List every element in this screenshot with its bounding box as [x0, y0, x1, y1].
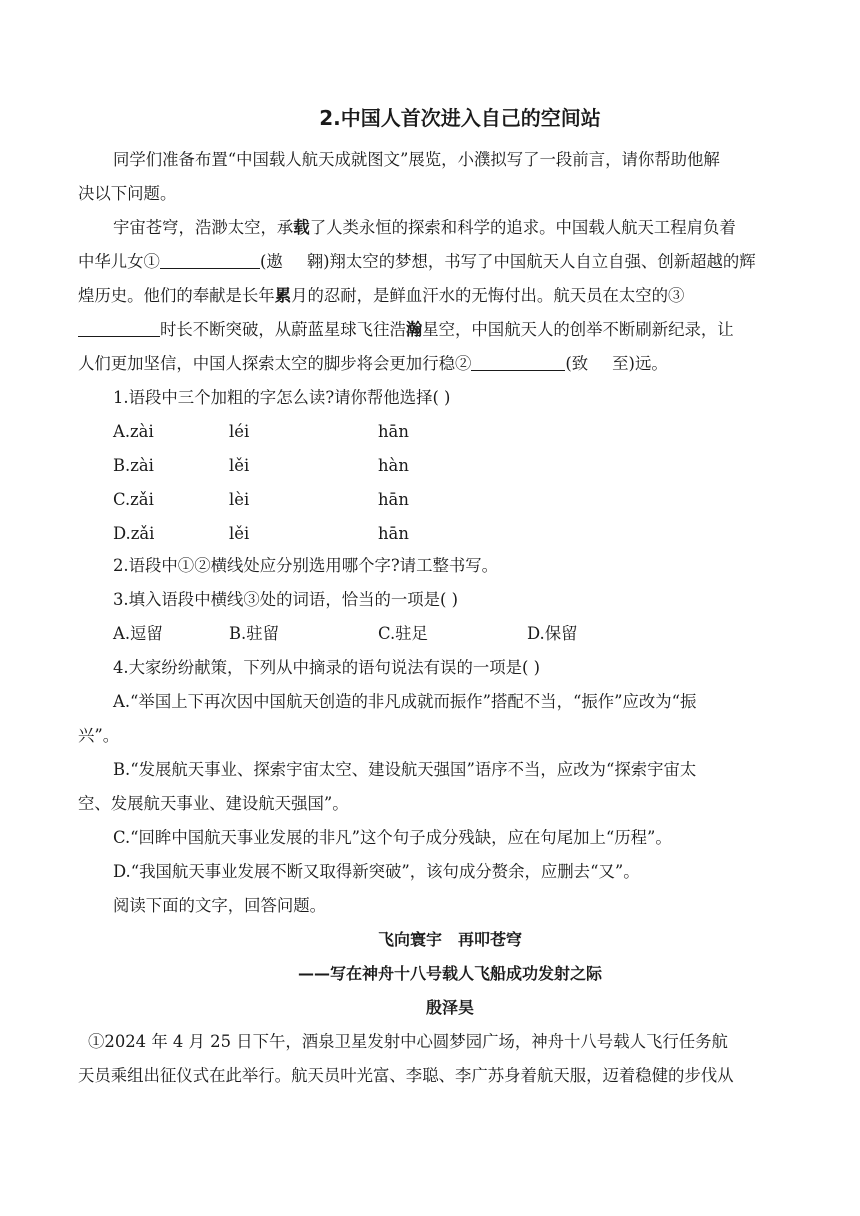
question-2-stem: 2.语段中①②横线处应分别选用哪个字?请工整书写。 — [113, 556, 499, 575]
blank-3[interactable] — [78, 320, 160, 337]
q1-option-c-second: lèi — [229, 490, 250, 509]
q4-option-d: D.“我国航天事业发展不断又取得新突破”，该句成分赘余，应删去“又”。 — [113, 862, 640, 881]
q4-option-b-line-2: 空、发展航天事业、建设航天强国”。 — [78, 794, 349, 813]
reading-intro: 阅读下面的文字，回答问题。 — [113, 896, 327, 915]
intro-line-2: 决以下问题。 — [78, 184, 177, 203]
blank-2[interactable] — [471, 354, 565, 371]
q1-option-d-third: hān — [378, 524, 409, 543]
q1-option-c-third: hān — [378, 490, 409, 509]
intro-line-1: 同学们准备布置“中国载人航天成就图文”展览，小濮拟写了一段前言，请你帮助他解 — [113, 150, 720, 169]
page-title: 2.中国人首次进入自己的空间站 — [319, 106, 601, 130]
article-author: 殷泽昊 — [425, 998, 474, 1017]
q3-option-c: C.驻足 — [378, 624, 428, 643]
passage-line-4: 时长不断突破，从蔚蓝星球飞往浩瀚星空，中国航天人的创举不断刷新纪录，让 — [78, 320, 778, 340]
q1-option-a-label: A.zài — [113, 422, 154, 441]
q1-option-b-second: lěi — [229, 456, 250, 475]
q1-option-d-label: D.zǎi — [113, 524, 155, 543]
bold-char-zai: 载 — [293, 218, 310, 237]
q1-option-b-third: hàn — [378, 456, 409, 475]
q4-option-a-line-1: A.“举国上下再次因中国航天创造的非凡成就而振作”搭配不当，“振作”应改为“振 — [113, 692, 697, 711]
q1-option-c-label: C.zǎi — [113, 490, 154, 509]
q1-option-a-second: léi — [229, 422, 250, 441]
bold-char-han: 瀚 — [405, 320, 423, 339]
q3-option-d: D.保留 — [527, 624, 578, 643]
article-title: 飞向寰宇 再叩苍穹 — [377, 930, 522, 949]
question-3-stem: 3.填入语段中横线③处的词语，恰当的一项是( ) — [113, 590, 459, 609]
passage-line-2: 中华儿女① (遨 翱)翔太空的梦想，书写了中国航天人自立自强、创新超越的辉 — [78, 252, 756, 271]
bold-char-lei: 累 — [274, 286, 292, 305]
q1-option-d-second: lěi — [229, 524, 250, 543]
question-1-stem: 1.语段中三个加粗的字怎么读?请你帮他选择( ) — [113, 388, 451, 407]
q3-option-a: A.逗留 — [113, 624, 163, 643]
passage-line-3: 煌历史。他们的奉献是长年累月的忍耐，是鲜血汗水的无悔付出。航天员在太空的③ — [78, 286, 685, 305]
passage-line-5: 人们更加坚信，中国人探索太空的脚步将会更加行稳② (致 至)远。 — [78, 354, 668, 373]
q4-option-a-line-2: 兴”。 — [78, 726, 120, 745]
q4-option-b-line-1: B.“发展航天事业、探索宇宙太空、建设航天强国”语序不当，应改为“探索宇宙太 — [113, 760, 697, 779]
article-paragraph-1-line-1: ①2024 年 4 月 25 日下午，酒泉卫星发射中心圆梦园广场，神舟十八号载人飞行任务航 — [88, 1032, 728, 1051]
q1-option-a-third: hān — [378, 422, 409, 441]
passage-line-1: 宇宙苍穹，浩渺太空，承载了人类永恒的探索和科学的追求。中国载人航天工程肩负着 — [113, 218, 736, 237]
question-4-stem: 4.大家纷纷献策，下列从中摘录的语句说法有误的一项是( ) — [113, 658, 541, 677]
q3-option-b: B.驻留 — [229, 624, 280, 643]
article-paragraph-1-line-2: 天员乘组出征仪式在此举行。航天员叶光富、李聪、李广苏身着航天服，迈着稳健的步伐从 — [78, 1066, 734, 1085]
q1-option-b-label: B.zài — [113, 456, 154, 475]
article-subtitle: ——写在神舟十八号载人飞船成功发射之际 — [297, 964, 602, 983]
q4-option-c: C.“回眸中国航天事业发展的非凡”这个句子成分残缺，应在句尾加上“历程”。 — [113, 828, 672, 847]
blank-1[interactable] — [160, 252, 260, 269]
